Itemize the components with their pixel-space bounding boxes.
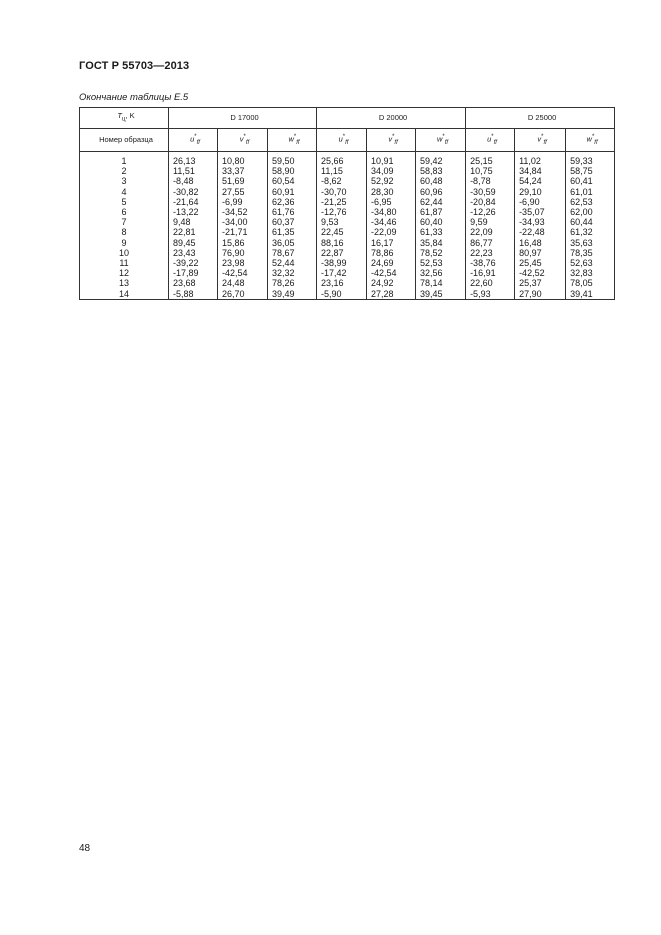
value-cell: 61,33: [416, 227, 466, 237]
value-cell: -35,07: [515, 207, 566, 217]
value-cell: 78,05: [566, 278, 615, 288]
value-cell: 9,53: [317, 217, 367, 227]
value-cell: 32,56: [416, 268, 466, 278]
subheader-var: u: [338, 134, 343, 144]
value-cell: -8,62: [317, 176, 367, 186]
value-cell: 27,90: [515, 289, 566, 300]
value-cell: 60,96: [416, 187, 466, 197]
subheader-sup: *: [541, 133, 544, 140]
value-cell: -5,90: [317, 289, 367, 300]
value-cell: -20,84: [466, 197, 515, 207]
value-cell: 10,80: [218, 152, 268, 167]
value-cell: 59,33: [566, 152, 615, 167]
value-cell: 59,42: [416, 152, 466, 167]
value-cell: 24,48: [218, 278, 268, 288]
value-cell: 86,77: [466, 238, 515, 248]
subheader-7: [515, 129, 566, 152]
value-cell: -17,42: [317, 268, 367, 278]
value-cell: -21,25: [317, 197, 367, 207]
value-cell: -6,90: [515, 197, 566, 207]
value-cell: 61,35: [268, 227, 317, 237]
table-row: [80, 197, 615, 207]
table-row: [80, 248, 615, 258]
value-cell: -42,54: [218, 268, 268, 278]
value-cell: 29,10: [515, 187, 566, 197]
subheader-var: u: [190, 134, 195, 144]
subheader-3: [317, 129, 367, 152]
subheader-sub: ff: [196, 139, 200, 146]
subheader-var: w: [586, 134, 592, 144]
value-cell: 25,66: [317, 152, 367, 167]
value-cell: 61,76: [268, 207, 317, 217]
value-cell: 22,60: [466, 278, 515, 288]
value-cell: 61,87: [416, 207, 466, 217]
sample-number-cell: 5: [80, 197, 169, 207]
value-cell: 62,00: [566, 207, 615, 217]
subheader-sup: *: [591, 133, 595, 140]
value-cell: 27,28: [367, 289, 416, 300]
value-cell: 78,26: [268, 278, 317, 288]
subheader-sup: *: [392, 133, 395, 140]
value-cell: 9,48: [169, 217, 218, 227]
value-cell: 24,92: [367, 278, 416, 288]
value-cell: -8,48: [169, 176, 218, 186]
subheader-var: v: [537, 134, 542, 144]
temperature-symbol: T: [117, 111, 122, 121]
subheader-8: [566, 129, 615, 152]
table-row: [80, 166, 615, 176]
temperature-subscript: ц: [121, 116, 126, 123]
value-cell: 80,97: [515, 248, 566, 258]
subheader-1: [218, 129, 268, 152]
value-cell: -34,52: [218, 207, 268, 217]
sample-number-cell: 6: [80, 207, 169, 217]
value-cell: 22,23: [466, 248, 515, 258]
value-cell: 76,90: [218, 248, 268, 258]
value-cell: 61,32: [566, 227, 615, 237]
value-cell: 60,40: [416, 217, 466, 227]
value-cell: 22,45: [317, 227, 367, 237]
value-cell: 52,44: [268, 258, 317, 268]
value-cell: -16,91: [466, 268, 515, 278]
value-cell: 26,13: [169, 152, 218, 167]
value-cell: -12,26: [466, 207, 515, 217]
value-cell: -17,89: [169, 268, 218, 278]
value-cell: -8,78: [466, 176, 515, 186]
subheader-var: v: [239, 134, 244, 144]
document-standard-id: ГОСТ Р 55703—2013: [79, 60, 190, 72]
subheader-5: [416, 129, 466, 152]
subheader-sub: ff: [296, 139, 300, 146]
subheader-sub: ff: [394, 139, 398, 146]
value-cell: 26,70: [218, 289, 268, 300]
sample-number-cell: 13: [80, 278, 169, 288]
value-cell: -34,46: [367, 217, 416, 227]
value-cell: -21,64: [169, 197, 218, 207]
value-cell: 78,35: [566, 248, 615, 258]
value-cell: -12,76: [317, 207, 367, 217]
sample-number-cell: 7: [80, 217, 169, 227]
table-row: [80, 207, 615, 217]
value-cell: 23,98: [218, 258, 268, 268]
subheader-sub: ff: [594, 139, 598, 146]
table-row: [80, 289, 615, 300]
data-table: [79, 107, 615, 300]
table-row: [80, 217, 615, 227]
table-row: [80, 187, 615, 197]
value-cell: 33,37: [218, 166, 268, 176]
value-cell: 62,53: [566, 197, 615, 207]
value-cell: 22,09: [466, 227, 515, 237]
value-cell: 62,36: [268, 197, 317, 207]
sample-number-cell: 4: [80, 187, 169, 197]
header-group-d20000: D 20000: [317, 108, 466, 129]
table-row: [80, 227, 615, 237]
value-cell: 35,84: [416, 238, 466, 248]
value-cell: 34,84: [515, 166, 566, 176]
value-cell: 88,16: [317, 238, 367, 248]
sample-number-cell: 12: [80, 268, 169, 278]
value-cell: 39,49: [268, 289, 317, 300]
value-cell: 59,50: [268, 152, 317, 167]
value-cell: 61,01: [566, 187, 615, 197]
value-cell: 60,54: [268, 176, 317, 186]
value-cell: 24,69: [367, 258, 416, 268]
value-cell: 58,90: [268, 166, 317, 176]
value-cell: -5,88: [169, 289, 218, 300]
header-temperature: [80, 108, 169, 129]
subheader-var: v: [388, 134, 393, 144]
value-cell: 10,91: [367, 152, 416, 167]
value-cell: 60,44: [566, 217, 615, 227]
value-cell: 11,02: [515, 152, 566, 167]
value-cell: 25,15: [466, 152, 515, 167]
header-group-d17000: D 17000: [169, 108, 317, 129]
value-cell: 89,45: [169, 238, 218, 248]
value-cell: 52,53: [416, 258, 466, 268]
header-sample-number: Номер образца: [80, 129, 169, 152]
value-cell: -30,70: [317, 187, 367, 197]
value-cell: 15,86: [218, 238, 268, 248]
subheader-sup: *: [442, 133, 445, 140]
value-cell: 27,55: [218, 187, 268, 197]
subheader-sup: *: [293, 133, 297, 140]
subheader-sub: ff: [543, 139, 547, 146]
value-cell: -39,22: [169, 258, 218, 268]
table-row: [80, 278, 615, 288]
value-cell: -30,82: [169, 187, 218, 197]
sample-number-cell: 14: [80, 289, 169, 300]
sample-number-cell: 1: [80, 152, 169, 167]
value-cell: 22,87: [317, 248, 367, 258]
value-cell: 54,24: [515, 176, 566, 186]
subheader-sub: ff: [245, 139, 250, 146]
value-cell: 52,63: [566, 258, 615, 268]
value-cell: 11,15: [317, 166, 367, 176]
subheader-sup: *: [342, 133, 346, 140]
value-cell: -22,09: [367, 227, 416, 237]
value-cell: -42,52: [515, 268, 566, 278]
sample-number-cell: 11: [80, 258, 169, 268]
value-cell: -34,80: [367, 207, 416, 217]
value-cell: 16,17: [367, 238, 416, 248]
subheader-sup: *: [491, 133, 494, 140]
value-cell: 39,41: [566, 289, 615, 300]
value-cell: 11,51: [169, 166, 218, 176]
value-cell: 9,59: [466, 217, 515, 227]
value-cell: -6,95: [367, 197, 416, 207]
value-cell: -22,48: [515, 227, 566, 237]
value-cell: 58,75: [566, 166, 615, 176]
subheader-var: u: [487, 134, 492, 144]
subheader-0: [169, 129, 218, 152]
value-cell: -34,93: [515, 217, 566, 227]
subheader-sup: *: [194, 133, 197, 140]
value-cell: 23,16: [317, 278, 367, 288]
value-cell: -38,99: [317, 258, 367, 268]
subheader-sup: *: [243, 133, 246, 140]
subheader-sub: ff: [444, 139, 449, 146]
value-cell: 62,44: [416, 197, 466, 207]
value-cell: -21,71: [218, 227, 268, 237]
value-cell: -6,99: [218, 197, 268, 207]
value-cell: -5,93: [466, 289, 515, 300]
value-cell: 32,32: [268, 268, 317, 278]
value-cell: -34,00: [218, 217, 268, 227]
subheader-var: w: [436, 134, 443, 144]
sample-number-cell: 2: [80, 166, 169, 176]
table-row: [80, 238, 615, 248]
value-cell: 22,81: [169, 227, 218, 237]
subheader-6: [466, 129, 515, 152]
table-row: [80, 152, 615, 167]
subheader-var: w: [288, 134, 294, 144]
page-number: 48: [79, 843, 91, 854]
value-cell: 32,83: [566, 268, 615, 278]
value-cell: 60,41: [566, 176, 615, 186]
sample-number-cell: 9: [80, 238, 169, 248]
subheader-sub: ff: [345, 139, 349, 146]
value-cell: 25,45: [515, 258, 566, 268]
value-cell: 78,67: [268, 248, 317, 258]
table-row: [80, 176, 615, 186]
value-cell: 34,09: [367, 166, 416, 176]
header-group-d25000: D 25000: [466, 108, 615, 129]
sample-number-cell: 8: [80, 227, 169, 237]
table-caption: Окончание таблицы Е.5: [79, 92, 189, 103]
value-cell: 10,75: [466, 166, 515, 176]
value-cell: 28,30: [367, 187, 416, 197]
value-cell: 78,14: [416, 278, 466, 288]
value-cell: 39,45: [416, 289, 466, 300]
table-row: [80, 258, 615, 268]
value-cell: -30,59: [466, 187, 515, 197]
value-cell: 78,86: [367, 248, 416, 258]
subheader-4: [367, 129, 416, 152]
value-cell: 16,48: [515, 238, 566, 248]
value-cell: 51,69: [218, 176, 268, 186]
value-cell: 58,83: [416, 166, 466, 176]
table-body: [80, 152, 615, 300]
value-cell: 52,92: [367, 176, 416, 186]
value-cell: 60,48: [416, 176, 466, 186]
value-cell: 36,05: [268, 238, 317, 248]
temperature-unit: , K: [125, 111, 135, 121]
value-cell: -38,76: [466, 258, 515, 268]
value-cell: 78,52: [416, 248, 466, 258]
value-cell: 25,37: [515, 278, 566, 288]
subheader-sub: ff: [493, 139, 497, 146]
sample-number-cell: 10: [80, 248, 169, 258]
value-cell: 35,63: [566, 238, 615, 248]
subheader-2: [268, 129, 317, 152]
value-cell: 23,43: [169, 248, 218, 258]
value-cell: 23,68: [169, 278, 218, 288]
table-row: [80, 268, 615, 278]
sample-number-cell: 3: [80, 176, 169, 186]
value-cell: -13,22: [169, 207, 218, 217]
value-cell: -42,54: [367, 268, 416, 278]
value-cell: 60,91: [268, 187, 317, 197]
value-cell: 60,37: [268, 217, 317, 227]
